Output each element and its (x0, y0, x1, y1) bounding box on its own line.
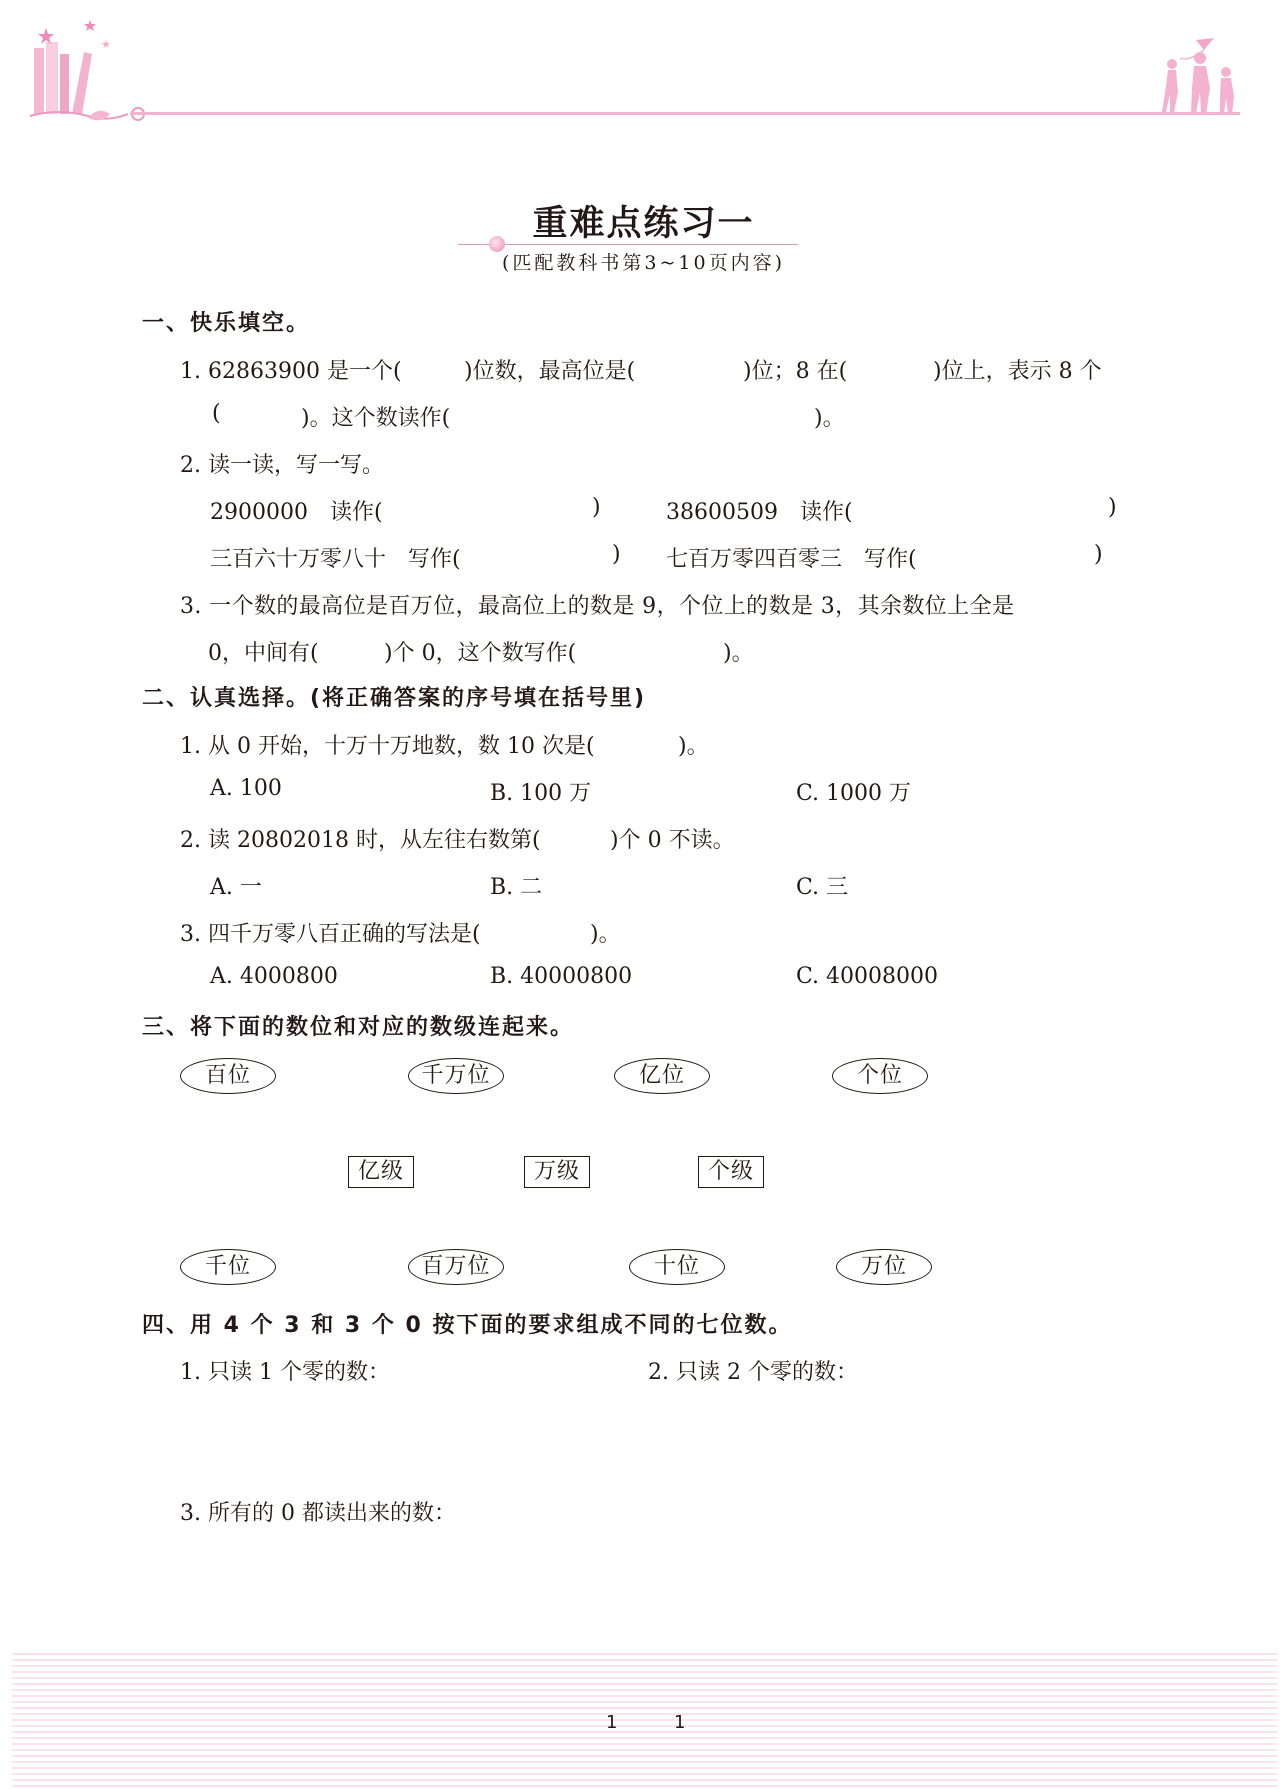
q2-row2-b: ) (612, 542, 621, 567)
place-oval-top-4[interactable]: 个位 (832, 1058, 928, 1094)
title-underline (458, 244, 798, 245)
q1-part-a: 1. 62863900 是一个( (180, 359, 402, 384)
q3-part-b: )个 0，这个数写作( (384, 641, 577, 666)
place-oval-top-1[interactable]: 百位 (180, 1058, 276, 1094)
s2-q3-b: )。 (590, 922, 621, 947)
place-oval-top-2[interactable]: 千万位 (408, 1058, 504, 1094)
s2-q3-a: 3. 四千万零八百正确的写法是( (180, 922, 481, 947)
q1-part-e: ( (212, 401, 221, 426)
section2-heading: 二、认真选择。(将正确答案的序号填在括号里) (142, 686, 647, 711)
s2-q1-option-c: C. 1000 万 (796, 781, 912, 806)
s2-q2-b: )个 0 不读。 (610, 828, 735, 853)
header-rule (130, 112, 1240, 115)
s2-q2-option-c: C. 三 (796, 875, 849, 900)
s4-item-2: 2. 只读 2 个零的数： (648, 1360, 858, 1385)
q1-part-d: )位上，表示 8 个 (933, 359, 1102, 384)
place-oval-bottom-3[interactable]: 十位 (629, 1249, 725, 1285)
section4-heading: 四、用 4 个 3 和 3 个 0 按下面的要求组成不同的七位数。 (142, 1313, 793, 1338)
q2-row2-d: ) (1094, 542, 1103, 567)
s2-q1-a: 1. 从 0 开始，十万十万地数，数 10 次是( (180, 734, 595, 759)
q1-part-g: )。 (814, 406, 845, 431)
level-box-1[interactable]: 亿级 (348, 1156, 414, 1188)
s2-q3-option-b: B. 40000800 (490, 964, 633, 989)
q2-row2-a: 三百六十万零八十 写作( (210, 547, 461, 572)
s2-q1-b: )。 (678, 734, 709, 759)
q1-part-c: )位；8 在( (743, 359, 848, 384)
q2-row1-b: ) (592, 495, 601, 520)
section3-heading: 三、将下面的数位和对应的数级连起来。 (142, 1015, 575, 1040)
page-number-left: 1 (606, 1712, 618, 1733)
q1-part-b: )位数，最高位是( (464, 359, 636, 384)
q2-row1-c: 38600509 读作( (666, 500, 853, 525)
children-kite-icon (1158, 36, 1248, 116)
s2-q3-option-a: A. 4000800 (210, 964, 338, 989)
place-oval-bottom-2[interactable]: 百万位 (408, 1249, 504, 1285)
q2-row1-a: 2900000 读作( (210, 500, 383, 525)
level-box-3[interactable]: 个级 (698, 1156, 764, 1188)
place-oval-top-3[interactable]: 亿位 (614, 1058, 710, 1094)
footer-band (12, 1653, 1277, 1789)
q2-text: 2. 读一读，写一写。 (180, 453, 384, 478)
section1-heading: 一、快乐填空。 (142, 311, 311, 336)
q3-part-a: 0，中间有( (208, 641, 319, 666)
s4-item-3: 3. 所有的 0 都读出来的数： (180, 1501, 456, 1526)
q2-row1-d: ) (1108, 495, 1117, 520)
place-oval-bottom-4[interactable]: 万位 (836, 1249, 932, 1285)
page-title: 重难点练习一 (532, 203, 755, 244)
s2-q1-option-a: A. 100 (210, 776, 282, 801)
q3-line1: 3. 一个数的最高位是百万位，最高位上的数是 9，个位上的数是 3，其余数位上全是 (180, 594, 1015, 619)
q1-part-f: )。这个数读作( (301, 406, 451, 431)
page-number-right: 1 (674, 1712, 686, 1733)
level-box-2[interactable]: 万级 (524, 1156, 590, 1188)
s4-item-1: 1. 只读 1 个零的数： (180, 1360, 390, 1385)
q3-part-c: )。 (723, 641, 754, 666)
s2-q2-option-a: A. 一 (210, 875, 262, 900)
s2-q1-option-b: B. 100 万 (490, 781, 592, 806)
place-oval-bottom-1[interactable]: 千位 (180, 1249, 276, 1285)
q2-row2-c: 七百万零四百零三 写作( (666, 547, 917, 572)
s2-q2-option-b: B. 二 (490, 875, 543, 900)
s2-q2-a: 2. 读 20802018 时，从左往右数第( (180, 828, 541, 853)
s2-q3-option-c: C. 40008000 (796, 964, 939, 989)
page-subtitle: (匹配教科书第3~10页内容) (501, 252, 785, 274)
